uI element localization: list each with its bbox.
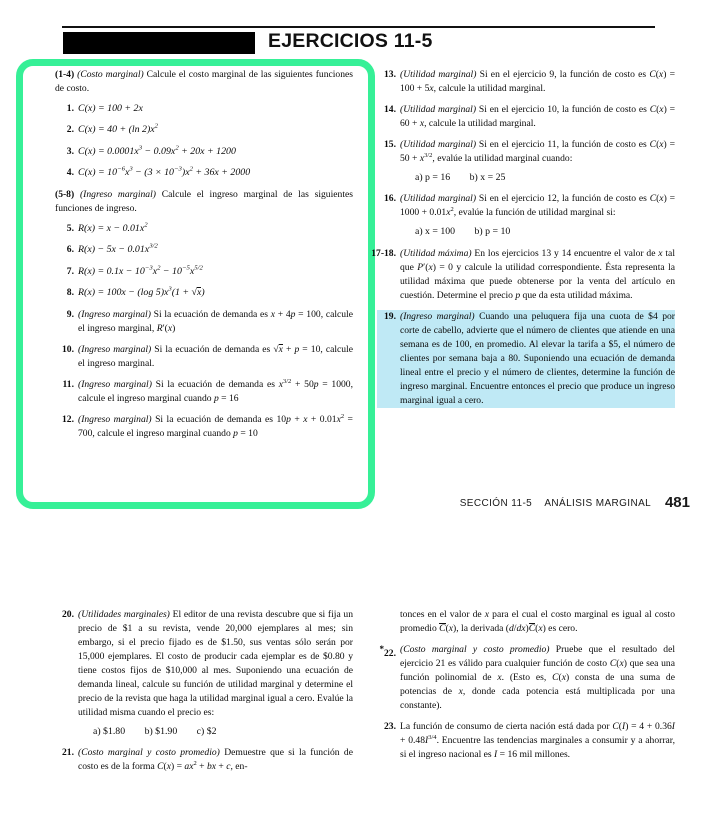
exercise-number: 14. [384, 104, 396, 115]
exercise-range-1-4: (1-4) [55, 69, 75, 80]
exercise-topic: (Utilidad marginal) [400, 104, 477, 115]
exercise-formula: $R(x) - 5x - 0.01x^{3/2}$ [78, 242, 158, 256]
exercise-23 [377, 720, 675, 762]
exercise-group-intro-5-8 [55, 188, 353, 216]
exercise-1 [55, 102, 353, 116]
exercise-formula: $R(x) = x - 0.01x^2$ [78, 221, 148, 234]
exercises-column-bottom-left [55, 608, 353, 781]
exercise-text: Pruebe que el resultado del ejercicio 21 es válido para cualquier función de costo C(x) que sea una función polinomial de x. (Esto es, C(x) consta de una suma de potencias de x, donde cada potencia está multiplicada por una constante). [400, 644, 676, 711]
exercise-8 [55, 286, 353, 300]
exercise-text: Si la ecuación de demanda es $x^{3/2} + 50p = 1000$, calcule el ingreso marginal cuando p = 16 [78, 377, 353, 404]
exercise-number: 8. [66, 287, 74, 299]
exercise-number: 1. [66, 103, 74, 114]
footer-chapter: ANÁLISIS MARGINAL [544, 498, 651, 509]
exercise-21 [55, 746, 353, 774]
exercise-topic: (Ingreso marginal) [78, 378, 152, 390]
exercise-text: tonces en el valor de x para el cual el costo marginal es igual al costo promedio C(x), la derivada (d/dx)C(x) es cero. [400, 609, 675, 634]
page-title: EJERCICIOS 11-5 [268, 30, 433, 52]
exercise-number: 23. [384, 721, 396, 732]
exercise-body [400, 68, 675, 96]
exercise-12 [55, 413, 353, 441]
exercise-20-parts [55, 725, 353, 739]
exercise-body [78, 378, 353, 406]
exercise-body [78, 608, 353, 720]
exercises-column-bottom-right [377, 608, 675, 769]
exercises-column-left [55, 68, 353, 448]
exercise-topic: (Ingreso marginal) [78, 343, 152, 355]
exercise-formula: $R(x) = 0.1x - 10^{-3}x^2 - 10^{-5}x^{5/2}$ [78, 264, 203, 277]
exercise-body [400, 643, 675, 713]
exercise-range-5-8: (5-8) [55, 188, 75, 200]
exercise-topic: (Utilidad máxima) [400, 247, 472, 259]
exercise-7 [55, 265, 353, 279]
exercise-10 [55, 343, 353, 371]
exercise-number: 17-18. [371, 247, 396, 259]
exercise-text: Si en el ejercicio 9, la función de costo es C(x) = 100 + 5x, calcule la utilidad marginal. [400, 69, 675, 94]
exercise-topic: (Costo marginal y costo promedio) [78, 747, 220, 759]
exercise-number: 19. [384, 310, 396, 322]
exercise-5 [55, 222, 353, 236]
exercise-14 [377, 103, 675, 131]
page-footer [0, 494, 690, 511]
exercise-number: 20. [62, 609, 74, 620]
exercise-number: 13. [384, 69, 396, 80]
footer-section: SECCIÓN 11-5 [459, 498, 533, 509]
exercise-part-a: a) $1.80 [93, 726, 126, 737]
exercise-number: 16. [384, 193, 396, 205]
exercise-body [78, 343, 353, 371]
exercise-part-b: b) p = 10 [474, 226, 511, 238]
exercise-part-b: b) $1.90 [144, 726, 178, 737]
exercise-formula: C(x) = 40 + (ln $2)x^2$ [78, 123, 159, 136]
exercise-topic: (Costo marginal y costo promedio) [400, 644, 550, 655]
exercise-13 [377, 68, 675, 96]
exercise-text: En los ejercicios 13 y 14 encuentre el valor de x tal que P′(x) = 0 y calcule la utilidad correspondiente. Ésta representa la utilidad máxima que puede obtenerse por la venta del artículo en cuestión. Determine el precio p que da esta utilidad máxima. [400, 247, 675, 301]
exercise-topic: (Utilidad marginal) [400, 139, 477, 150]
exercise-16 [377, 192, 675, 220]
exercise-text: El editor de una revista descubre que si fija un precio de $1 a su revista, vende 20,000 ejemplares al mes; sin embargo, si el precio fijado es de $1.50, sus ventas sólo serán por 15,000 ejemplares. El costo de producir cada ejemplar es de $0.80 y tiene costos fijos de $10,000 al mes. Suponiendo una ecuación de demanda lineal, calcule su función de utilidad marginal y determine el precio de la revista que haga la utilidad marginal igual a cero. Evalúe la utilidad misma cuando el precio es: [78, 609, 353, 718]
exercise-topic: (Utilidades marginales) [78, 609, 170, 620]
textbook-page-bottom [0, 556, 720, 840]
starred-marker: * [379, 644, 384, 654]
exercise-3 [55, 145, 353, 159]
exercise-formula: C(x) = 100 + 2x [78, 103, 143, 114]
exercise-body [400, 720, 675, 762]
exercise-formula: $C(x) = 0.0001x^3 - 0.09x^2 + 20x + 1200$ [78, 144, 236, 157]
exercise-body [400, 138, 675, 166]
exercise-17-18 [371, 247, 675, 303]
header-rule [62, 26, 655, 28]
exercise-number: 15. [384, 139, 396, 150]
exercise-intro-text-1-4: Calcule el costo marginal de las siguientes funciones de costo. [55, 69, 353, 94]
exercise-body [78, 413, 353, 441]
exercise-number: 6. [66, 244, 74, 256]
exercise-body [400, 310, 675, 408]
exercise-6 [55, 243, 353, 257]
exercise-text: La función de consumo de cierta nación está dada por $C(I) = 4 + 0.36I + 0.48I^{3/4}$. Encuentre las tendencias marginales a consumir y a ahorrar, si el ingreso nacional es I = 16 mil millones. [400, 721, 675, 760]
exercise-15-parts [377, 171, 675, 185]
exercise-part-b: b) x = 25 [469, 172, 506, 183]
exercise-part-c: c) $2 [196, 726, 217, 737]
exercise-number: 10. [62, 343, 74, 355]
exercise-topic: (Utilidad marginal) [400, 193, 477, 205]
exercise-body [78, 746, 353, 774]
exercise-number: 7. [66, 265, 74, 277]
exercise-text: Si en el ejercicio 12, la función de costo es $C(x) = 1000 + 0.01x^2$, evalúe la función de utilidad marginal si: [400, 193, 675, 219]
exercise-body [78, 308, 353, 336]
exercise-body [400, 247, 675, 303]
exercise-19 [377, 310, 675, 408]
exercise-intro-text-5-8: Calcule el ingreso marginal de las siguientes funciones de ingreso. [55, 188, 353, 214]
exercise-15 [377, 138, 675, 166]
exercise-21-continuation [377, 608, 675, 636]
exercise-20 [55, 608, 353, 720]
exercises-column-right [371, 68, 675, 415]
exercise-text: Si en el ejercicio 11, la función de costo es $C(x) = 50 + x^{3/2}$, evalúe la utilidad marginal cuando: [400, 139, 675, 164]
exercise-9 [55, 308, 353, 336]
exercise-number: 3. [66, 145, 74, 157]
exercise-text: Cuando una peluquera fija una cuota de $4 por corte de cabello, advierte que el número de clientes que atiende en una semana es de 100, en promedio. Al elevar la tarifa a $5, el número de clientes por semana baja a 80. Suponiendo una ecuación de demanda lineal entre el precio y el número de clientes, determine la función de ingreso marginal. Encuentre entonces el precio que produce un ingreso marginal igual a cero. [400, 310, 675, 406]
exercise-16-parts [377, 225, 675, 239]
exercise-22 [377, 643, 675, 713]
exercise-number: 9. [66, 308, 74, 320]
exercise-number: 2. [66, 124, 74, 136]
page-number: 481 [664, 494, 690, 511]
exercise-number: 12. [62, 413, 74, 425]
exercise-topic-costo-marginal: (Costo marginal) [77, 69, 144, 80]
exercise-number: 4. [66, 167, 74, 179]
exercise-topic: (Ingreso marginal) [400, 310, 475, 322]
exercise-number: 5. [66, 222, 74, 234]
exercise-number: 21. [62, 747, 74, 759]
exercise-topic-ingreso-marginal: (Ingreso marginal) [79, 188, 156, 200]
exercise-topic: (Utilidad marginal) [400, 69, 477, 80]
exercise-text: Si en el ejercicio 10, la función de costo es C(x) = 60 + x, calcule la utilidad marginal. [400, 104, 675, 129]
header-black-bar [63, 32, 255, 54]
exercise-text: Demuestre que si la función de costo es de la forma $C(x) = ax^2$ + bx + c, en- [78, 747, 353, 773]
exercise-body [400, 192, 675, 220]
exercise-number: 11. [62, 378, 74, 390]
exercise-11 [55, 378, 353, 406]
exercise-text: Si la ecuación de demanda es √x + p = 10, calcule el ingreso marginal. [78, 343, 353, 369]
exercise-topic: (Ingreso marginal) [78, 308, 151, 320]
exercise-number: *22. [379, 644, 396, 660]
exercise-text: Si la ecuación de demanda es $10p + x + 0.01x^2 = 700$, calcule el ingreso marginal cuando p = 10 [78, 412, 353, 439]
exercise-text: Si la ecuación de demanda es x + 4p = 100, calcule el ingreso marginal, R′(x) [78, 308, 353, 334]
exercise-formula: R(x) = 100x − (log $5)x^3(1 + √x)$ [78, 285, 205, 299]
exercise-topic: (Ingreso marginal) [78, 413, 152, 425]
exercise-part-a: a) p = 16 [415, 172, 451, 183]
exercise-formula: $C(x) = 10^{-6}x^3 - (3 \times 10^{-3})x^2 + 36x + 2000$ [78, 166, 251, 179]
exercise-part-a: a) x = 100 [415, 226, 456, 238]
exercise-body [400, 103, 675, 131]
exercise-group-intro-1-4 [55, 68, 353, 96]
exercise-4 [55, 166, 353, 180]
exercise-2 [55, 123, 353, 137]
